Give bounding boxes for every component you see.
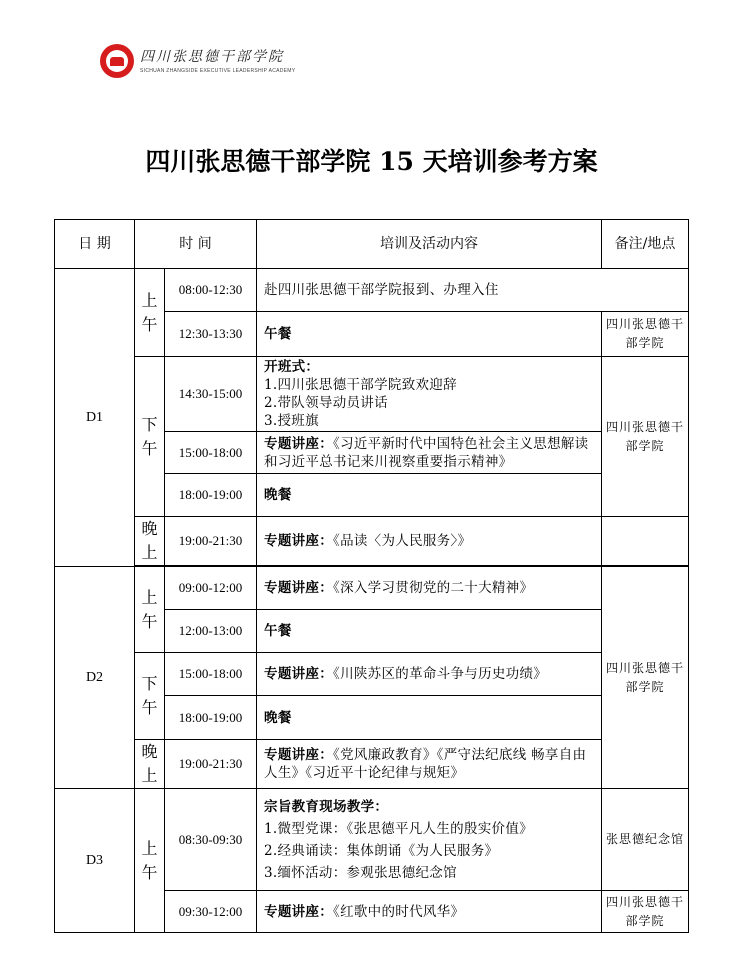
time-slot: 08:30-09:30 [165, 789, 257, 891]
table-row [55, 653, 689, 696]
time-slot: 12:30-13:30 [165, 312, 257, 357]
half-day-label: 上 午 [135, 567, 165, 653]
location-note: 四川张思德干部学院 [602, 312, 689, 357]
location-note: 四川张思德干部学院 [602, 567, 689, 789]
lecture-title: 《党风廉政教育》《严守法纪底线 畅享自由人生》《习近平十论纪律与规矩》 [264, 747, 587, 781]
location-note: 四川张思德干部学院 [602, 891, 689, 933]
table-row [55, 269, 689, 312]
lecture-label: 专题讲座： [264, 435, 334, 452]
location-note: 张思德纪念馆 [602, 789, 689, 891]
lecture-title: 《品读〈为人民服务〉》 [333, 533, 472, 549]
opening-item: 2.带队领导动员讲话 [264, 395, 388, 411]
item-text: 《张思德平凡人生的殷实价值》 [346, 820, 533, 837]
time-slot: 12:00-13:00 [165, 610, 257, 653]
field-teaching-item [264, 862, 594, 884]
header-date: 日 期 [55, 220, 135, 269]
time-slot: 19:00-21:30 [165, 517, 257, 566]
activity-content [257, 891, 602, 933]
activity-content: 午餐 [257, 312, 602, 357]
table-row [55, 357, 689, 432]
time-slot: 14:30-15:00 [165, 357, 257, 432]
lecture-label: 专题讲座： [264, 580, 334, 596]
opening-item: 3.授班旗 [264, 413, 319, 429]
activity-content: 赴四川张思德干部学院报到、办理入住 [257, 269, 689, 312]
activity-content: 晚餐 [257, 474, 602, 517]
location-note: 四川张思德干部学院 [602, 357, 689, 517]
item-prefix: 3.缅怀活动： [264, 864, 347, 881]
time-slot: 19:00-21:30 [165, 740, 257, 789]
logo-name-cn: 四川张思德干部学院 [140, 48, 284, 65]
header-time: 时 间 [135, 220, 257, 269]
item-text: 参观张思德纪念馆 [346, 864, 457, 881]
half-day-label: 晚 上 [135, 517, 165, 566]
activity-content [257, 740, 602, 789]
lecture-title: 《深入学习贯彻党的二十大精神》 [333, 580, 534, 596]
schedule-table [54, 219, 689, 933]
activity-content: 晚餐 [257, 696, 602, 740]
document-title: 四川张思德干部学院 15 天培训参考方案 [145, 147, 598, 176]
half-day-label: 晚 上 [135, 740, 165, 789]
field-teaching-item [264, 840, 594, 862]
activity-content: 午餐 [257, 610, 602, 653]
half-day-label: 下 午 [135, 357, 165, 517]
lecture-title: 《川陕苏区的革命斗争与历史功绩》 [333, 666, 548, 682]
header-content: 培训及活动内容 [257, 220, 602, 269]
activity-content [257, 653, 602, 696]
header-note: 备注/地点 [602, 220, 689, 269]
table-header-row [55, 220, 689, 269]
item-prefix: 2.经典诵读： [264, 842, 347, 859]
lecture-title: 《红歌中的时代风华》 [333, 903, 465, 920]
time-slot: 15:00-18:00 [165, 432, 257, 474]
table-row [55, 740, 689, 789]
lecture-label: 专题讲座： [264, 903, 334, 920]
opening-title: 开班式： [264, 359, 320, 375]
activity-content [257, 789, 602, 891]
lecture-label: 专题讲座： [264, 533, 334, 549]
field-teaching-title: 宗旨教育现场教学： [264, 798, 389, 815]
time-slot: 15:00-18:00 [165, 653, 257, 696]
location-note [602, 517, 689, 566]
lecture-title: 《习近平新时代中国特色社会主义思想解读和习近平总书记来川视察重要指示精神》 [264, 435, 589, 470]
half-day-label: 下 午 [135, 653, 165, 740]
table-row [55, 517, 689, 566]
half-day-label: 上 午 [135, 269, 165, 357]
logo-name-en: SICHUAN ZHANGSIDE EXECUTIVE LEADERSHIP ACADEMY [140, 67, 296, 74]
activity-content [257, 432, 602, 474]
lecture-label: 专题讲座： [264, 747, 334, 763]
table-row [55, 567, 689, 610]
academy-seal-icon [100, 44, 134, 78]
activity-content [257, 517, 602, 566]
activity-content [257, 567, 602, 610]
opening-item: 1.四川张思德干部学院致欢迎辞 [264, 377, 457, 393]
academy-logo [100, 44, 295, 78]
table-row [55, 789, 689, 891]
time-slot: 18:00-19:00 [165, 474, 257, 517]
activity-content [257, 357, 602, 432]
item-text: 集体朗诵《为人民服务》 [346, 842, 499, 859]
lecture-label: 专题讲座： [264, 666, 334, 682]
day-label: D1 [55, 269, 135, 567]
field-teaching-item [264, 818, 594, 840]
day-label: D2 [55, 567, 135, 789]
time-slot: 09:00-12:00 [165, 567, 257, 610]
time-slot: 08:00-12:30 [165, 269, 257, 312]
time-slot: 18:00-19:00 [165, 696, 257, 740]
day-label: D3 [55, 789, 135, 933]
item-prefix: 1.微型党课： [264, 820, 347, 837]
half-day-label: 上 午 [135, 789, 165, 933]
time-slot: 09:30-12:00 [165, 891, 257, 933]
